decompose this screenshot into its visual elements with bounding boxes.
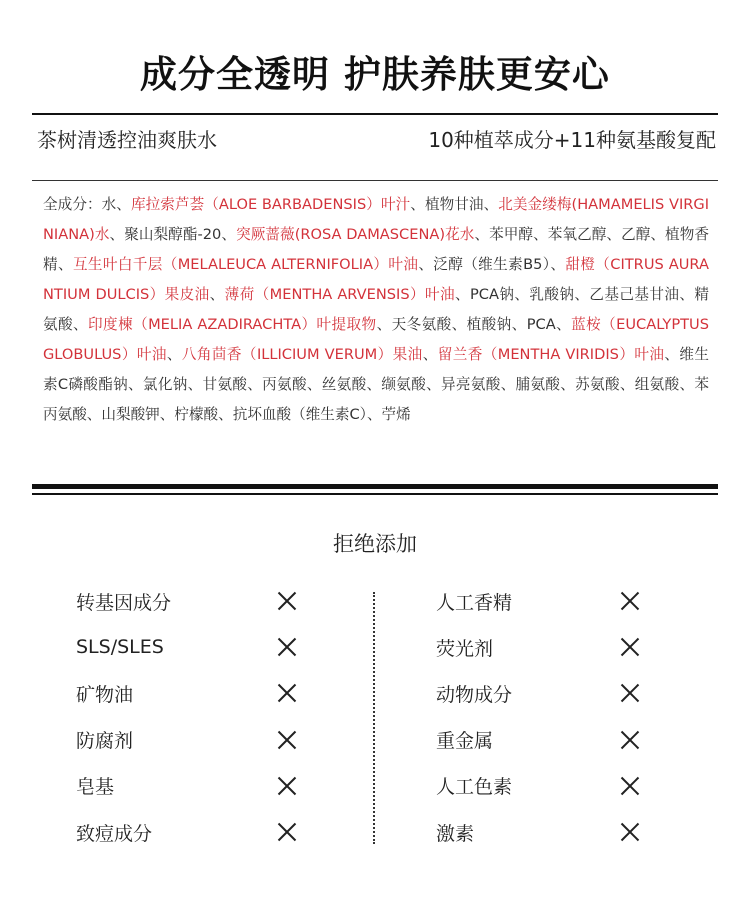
no-add-item [436, 717, 736, 763]
highlighted-ingredient: 北美金缕梅(HAMAMELIS VIRGINIANA)水 [43, 196, 709, 243]
ingredient-text: 、 [209, 286, 225, 303]
cross-icon [619, 636, 641, 658]
no-add-item-label: 人工色素 [436, 776, 513, 799]
no-add-item [436, 578, 736, 624]
highlighted-ingredient: 蓝桉（EUCALYPTUS GLOBULUS）叶油 [43, 316, 709, 363]
highlighted-ingredient: 突厥蔷薇(ROSA DAMASCENA)花水 [236, 226, 475, 243]
no-add-right-column [436, 578, 736, 855]
ingredient-text: 、 [422, 346, 438, 363]
cross-icon [276, 775, 298, 797]
highlighted-ingredient: 印度楝（MELIA AZADIRACHTA）叶提取物 [88, 316, 377, 333]
top-rule [32, 113, 718, 115]
ingredient-text: 、PCA钠、乳酸钠、乙基己基甘油、精氨酸、 [43, 286, 709, 333]
no-add-item-label: 重金属 [436, 730, 494, 753]
no-add-item-label: 致痘成分 [76, 822, 153, 845]
header-rule [32, 180, 718, 181]
no-add-item [436, 809, 736, 855]
no-add-item-label: 荧光剂 [436, 637, 494, 660]
no-add-item [76, 624, 376, 670]
section-rule-thick [32, 484, 718, 489]
cross-icon [619, 775, 641, 797]
cross-icon [619, 821, 641, 843]
no-add-item-label: 矿物油 [76, 683, 134, 706]
cross-icon [619, 729, 641, 751]
no-add-item-label: 激素 [436, 822, 475, 845]
cross-icon [619, 682, 641, 704]
highlighted-ingredient: 甜橙（CITRUS AURANTIUM DULCIS）果皮油 [43, 256, 709, 303]
cross-icon [276, 729, 298, 751]
ingredient-text: 、维生素C磷酸酯钠、氯化钠、甘氨酸、丙氨酸、丝氨酸、缬氨酸、异亮氨酸、脯氨酸、苏氨酸、组氨酸、苯丙氨酸、山梨酸钾、柠檬酸、抗坏血酸（维生素C）、苧烯 [43, 346, 709, 423]
headline: 成分全透明 护肤养肤更安心 [140, 53, 610, 96]
no-add-item-label: SLS/SLES [76, 636, 164, 659]
highlighted-ingredient: 库拉索芦荟（ALOE BARBADENSIS）叶汁 [130, 196, 411, 213]
no-add-item [436, 670, 736, 716]
ingredient-text: 、植物甘油、 [410, 196, 499, 213]
highlighted-ingredient: 八角茴香（ILLICIUM VERUM）果油 [181, 346, 423, 363]
column-divider [373, 592, 375, 844]
ingredient-text: 、聚山梨醇酯-20、 [109, 226, 237, 243]
ingredient-text: 、泛醇（维生素B5）、 [418, 256, 566, 273]
no-add-left-column [76, 578, 376, 855]
cross-icon [276, 821, 298, 843]
no-add-item [436, 763, 736, 809]
no-add-item-label: 转基因成分 [76, 591, 172, 614]
ingredient-text: 、 [166, 346, 182, 363]
no-add-item [436, 624, 736, 670]
no-add-item [76, 809, 376, 855]
product-name: 茶树清透控油爽肤水 [37, 128, 217, 152]
highlighted-ingredient: 留兰香（MENTHA VIRIDIS）叶油 [437, 346, 665, 363]
ingredient-text: 、天冬氨酸、植酸钠、PCA、 [376, 316, 572, 333]
no-add-item-label: 防腐剂 [76, 730, 134, 753]
cross-icon [276, 590, 298, 612]
no-add-item-label: 皂基 [76, 776, 115, 799]
no-add-item [76, 670, 376, 716]
ingredient-text: 全成分：水、 [43, 196, 131, 213]
section-rule-thin [32, 493, 718, 495]
ingredients-list [43, 190, 709, 430]
no-add-title: 拒绝添加 [333, 532, 417, 556]
no-add-item-label: 动物成分 [436, 683, 513, 706]
cross-icon [619, 590, 641, 612]
no-add-item [76, 717, 376, 763]
no-add-item [76, 578, 376, 624]
highlighted-ingredient: 互生叶白千层（MELALEUCA ALTERNIFOLIA）叶油 [72, 256, 419, 273]
highlighted-ingredient: 薄荷（MENTHA ARVENSIS）叶油 [224, 286, 455, 303]
no-add-item [76, 763, 376, 809]
ingredient-text: 、苯甲醇、苯氧乙醇、乙醇、植物香精、 [43, 226, 709, 273]
product-tagline: 10种植萃成分+11种氨基酸复配 [428, 128, 716, 152]
no-add-item-label: 人工香精 [436, 591, 513, 614]
cross-icon [276, 636, 298, 658]
cross-icon [276, 682, 298, 704]
